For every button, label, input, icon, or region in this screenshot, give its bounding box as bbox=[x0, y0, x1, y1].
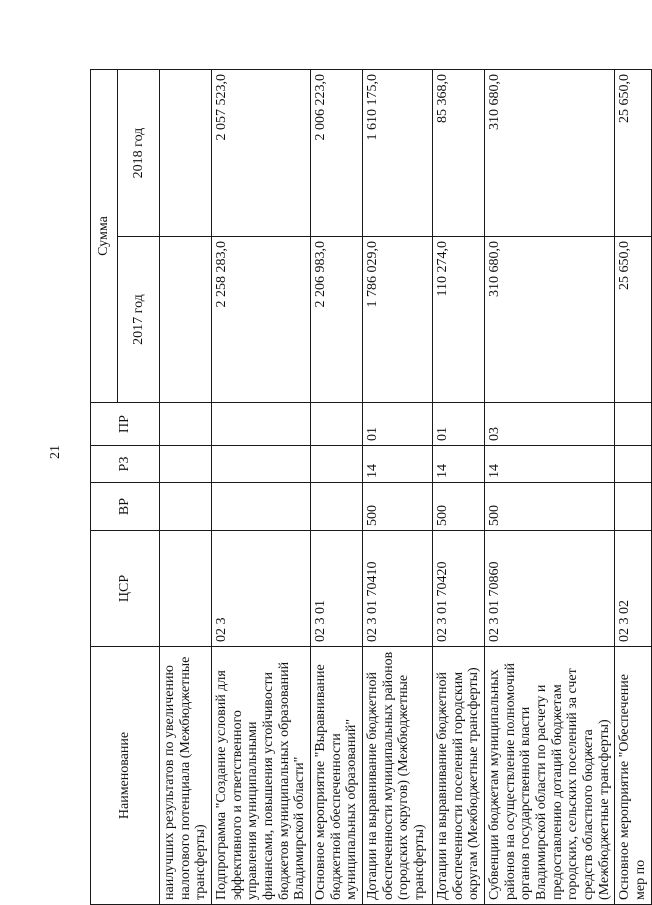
cell-pr: 01 bbox=[433, 403, 485, 446]
cell-csr: 02 3 02 bbox=[615, 531, 651, 647]
cell-2018 bbox=[160, 70, 212, 237]
table-row bbox=[433, 70, 485, 905]
cell-2017: 1 786 029,0 bbox=[363, 237, 433, 403]
table-row bbox=[485, 70, 615, 905]
header-pr: ПР bbox=[91, 403, 160, 446]
cell-name: Дотации на выравнивание бюджетной обеспеченности поселений городским округам (Межбюджетные трансферты) bbox=[433, 647, 485, 905]
cell-pr bbox=[212, 403, 311, 446]
cell-csr bbox=[160, 531, 212, 647]
table-row bbox=[311, 70, 363, 905]
cell-vr: 500 bbox=[363, 483, 433, 531]
cell-rz bbox=[311, 446, 363, 483]
cell-rz: 14 bbox=[433, 446, 485, 483]
header-2017: 2017 год bbox=[118, 237, 160, 403]
cell-name: Субвенции бюджетам муниципальных районов на осуществление полномочий органов государственной власти Владимирской области по расчету и предоставлению дотаций бюджетам городских, сельских поселений за счет средств областного бюджета (Межбюджетные трансферты) bbox=[485, 647, 615, 905]
cell-pr: 01 bbox=[363, 403, 433, 446]
table-row bbox=[615, 70, 651, 905]
budget-table bbox=[90, 69, 652, 905]
cell-name: Дотации на выравнивание бюджетной обеспеченности муниципальных районов (городских округов) (Межбюджетные трансферты) bbox=[363, 647, 433, 905]
cell-pr bbox=[160, 403, 212, 446]
cell-rz bbox=[212, 446, 311, 483]
cell-csr: 02 3 bbox=[212, 531, 311, 647]
cell-pr bbox=[615, 403, 651, 446]
cell-csr: 02 3 01 70410 bbox=[363, 531, 433, 647]
cell-2018: 25 650,0 bbox=[615, 70, 651, 237]
cell-vr bbox=[311, 483, 363, 531]
cell-2018: 2 057 523,0 bbox=[212, 70, 311, 237]
header-2018: 2018 год bbox=[118, 70, 160, 237]
cell-name: Основное мероприятие "Выравнивание бюджетной обеспеченности муниципальных образований" bbox=[311, 647, 363, 905]
cell-csr: 02 3 01 70420 bbox=[433, 531, 485, 647]
table-row bbox=[160, 70, 212, 905]
cell-2017 bbox=[160, 237, 212, 403]
cell-vr: 500 bbox=[485, 483, 615, 531]
cell-csr: 02 3 01 70860 bbox=[485, 531, 615, 647]
rotated-table-container bbox=[90, 70, 649, 905]
cell-vr: 500 bbox=[433, 483, 485, 531]
cell-2018: 85 368,0 bbox=[433, 70, 485, 237]
cell-2018: 2 006 223,0 bbox=[311, 70, 363, 237]
cell-vr bbox=[212, 483, 311, 531]
cell-2017: 310 680,0 bbox=[485, 237, 615, 403]
cell-vr bbox=[160, 483, 212, 531]
header-rz: РЗ bbox=[91, 446, 160, 483]
header-csr: ЦСР bbox=[91, 531, 160, 647]
header-sum: Сумма bbox=[91, 70, 118, 403]
cell-rz bbox=[160, 446, 212, 483]
cell-pr: 03 bbox=[485, 403, 615, 446]
cell-vr bbox=[615, 483, 651, 531]
cell-name: Подпрограмма "Создание условий для эффективного и ответственного управления муниципальными финансами, повышения устойчивости бюджетов муниципальных образований Владимирской области" bbox=[212, 647, 311, 905]
cell-2018: 310 680,0 bbox=[485, 70, 615, 237]
header-vr: ВР bbox=[91, 483, 160, 531]
cell-2017: 2 206 983,0 bbox=[311, 237, 363, 403]
cell-rz: 14 bbox=[363, 446, 433, 483]
cell-name: наилучших результатов по увеличению налогового потенциала (Межбюджетные трансферты) bbox=[160, 647, 212, 905]
cell-csr: 02 3 01 bbox=[311, 531, 363, 647]
cell-2017: 25 650,0 bbox=[615, 237, 651, 403]
page-number: 21 bbox=[48, 445, 63, 459]
table-row bbox=[363, 70, 433, 905]
cell-rz bbox=[615, 446, 651, 483]
cell-2018: 1 610 175,0 bbox=[363, 70, 433, 237]
cell-2017: 110 274,0 bbox=[433, 237, 485, 403]
cell-2017: 2 258 283,0 bbox=[212, 237, 311, 403]
header-name: Наименование bbox=[91, 647, 160, 905]
cell-pr bbox=[311, 403, 363, 446]
table-row bbox=[212, 70, 311, 905]
cell-name: Основное мероприятие "Обеспечение мер по bbox=[615, 647, 651, 905]
cell-rz: 14 bbox=[485, 446, 615, 483]
